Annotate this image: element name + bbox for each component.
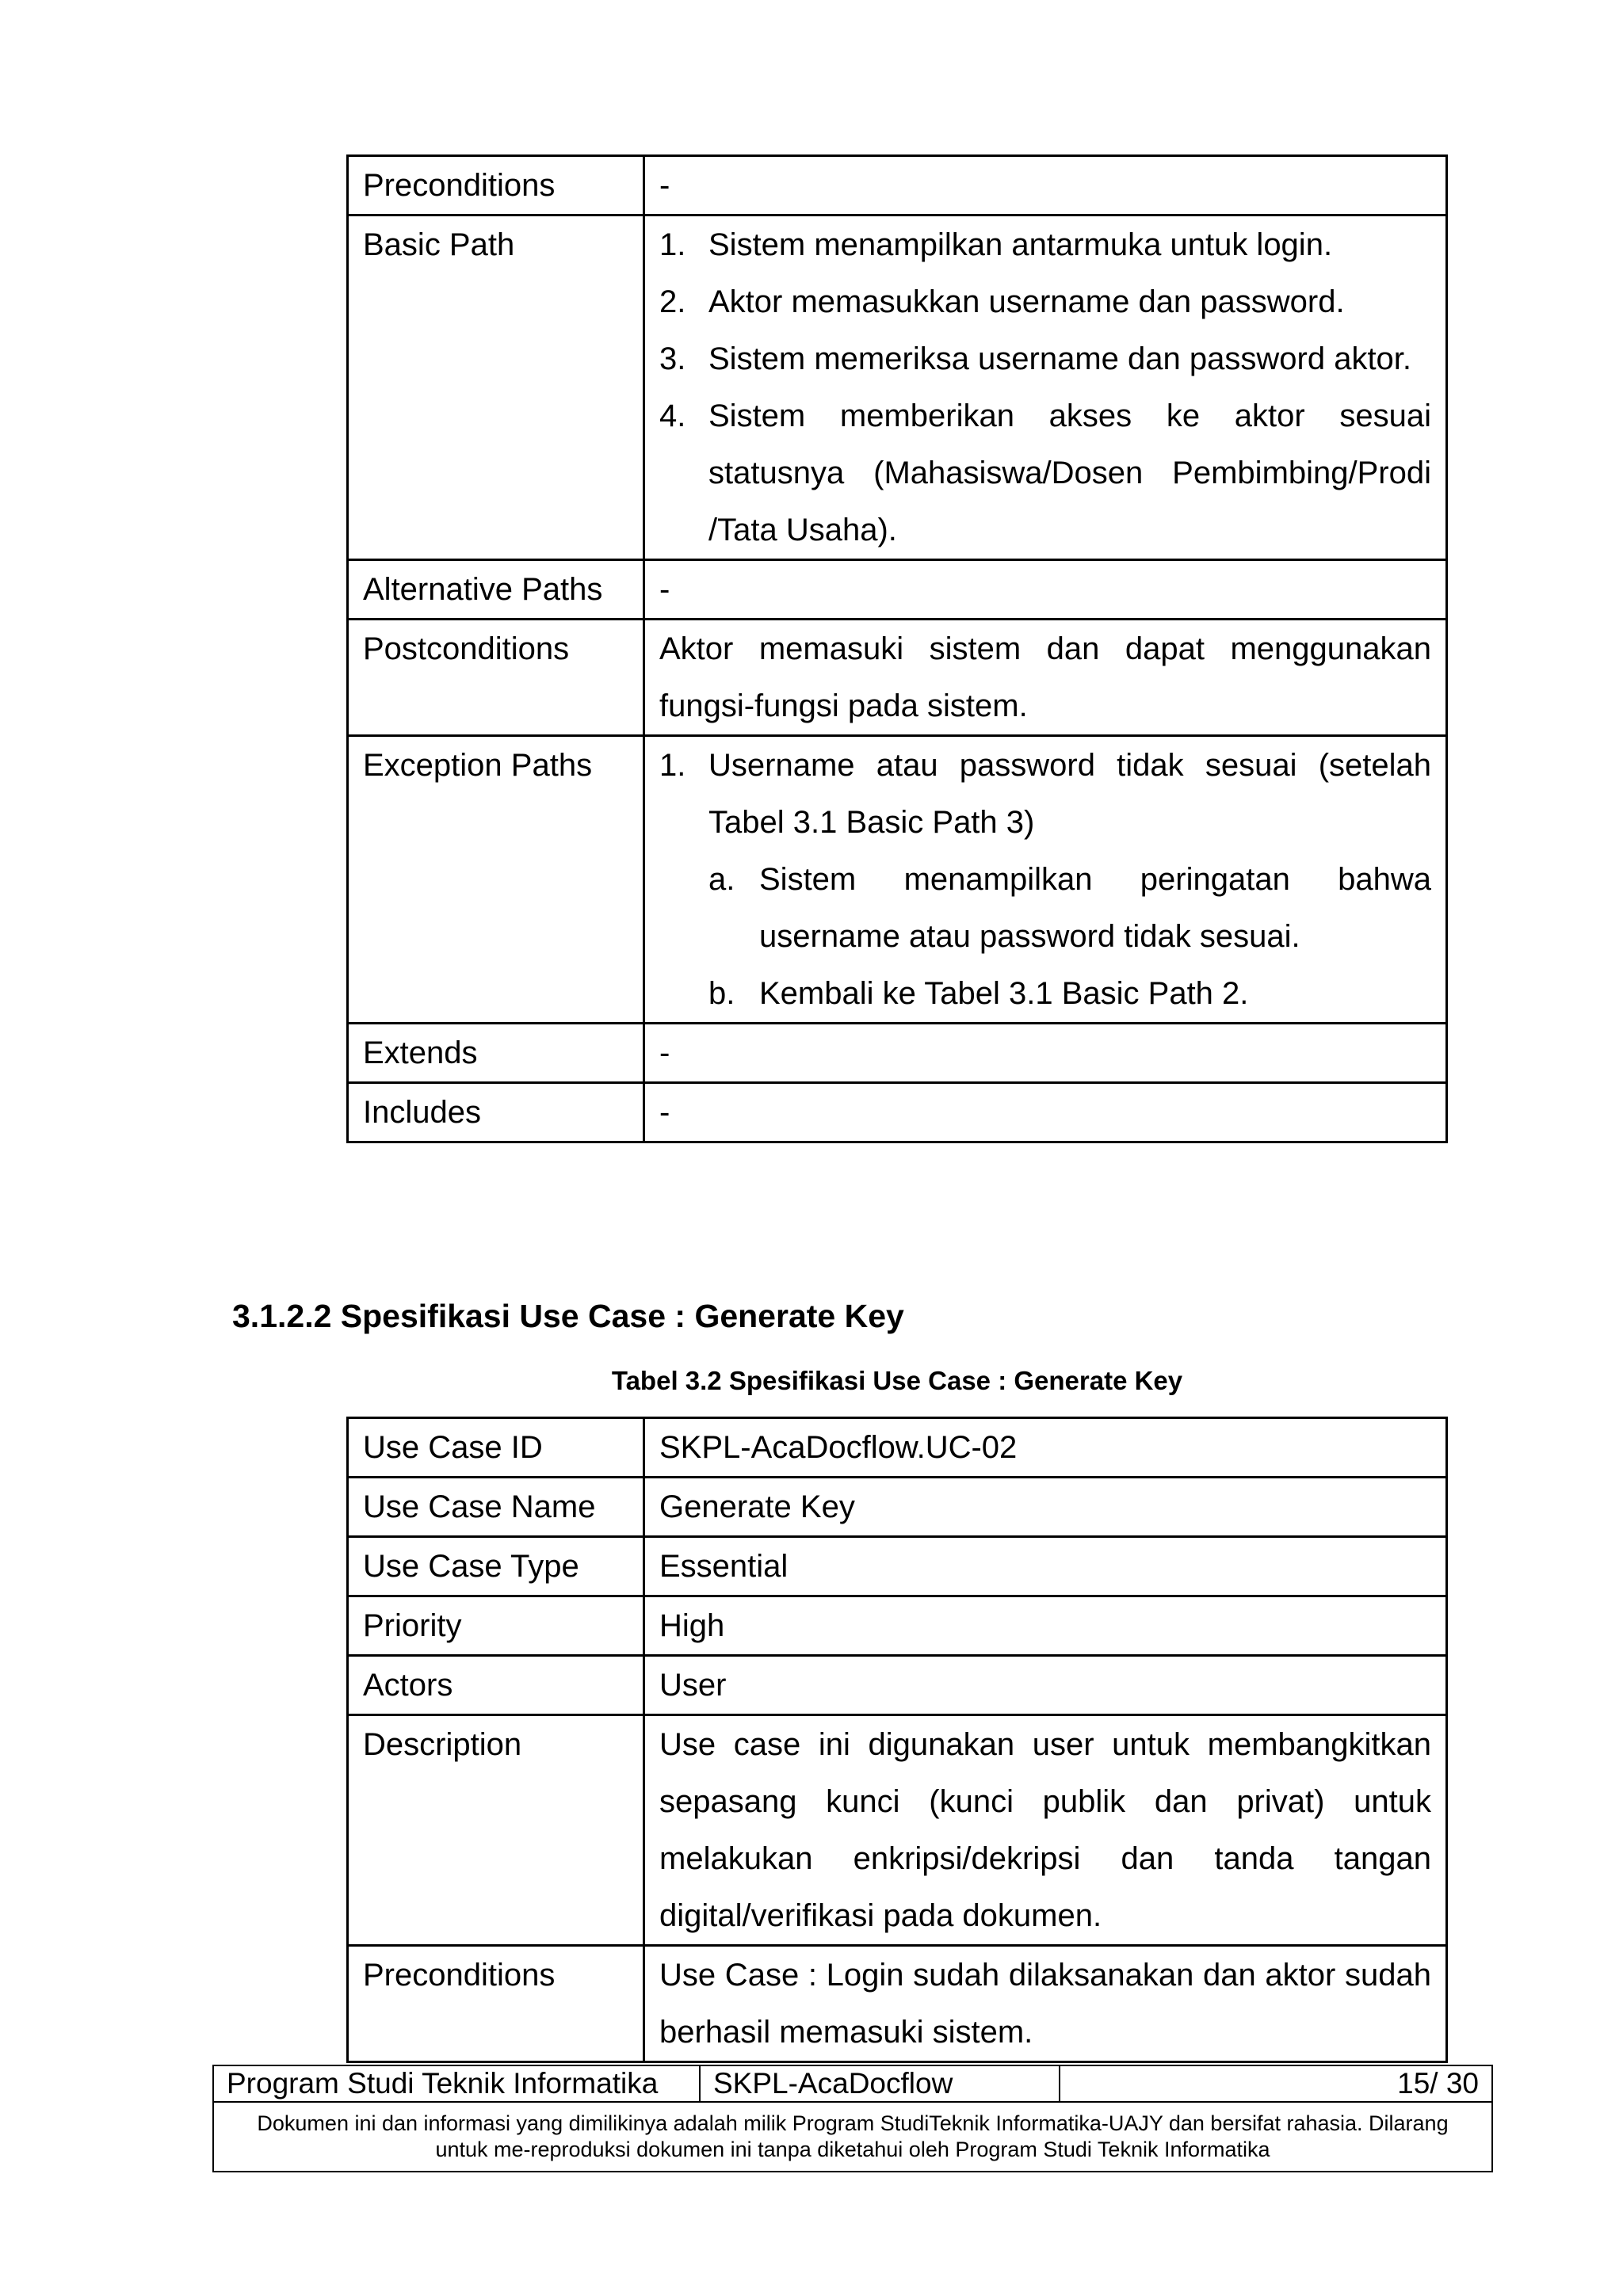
table-row (348, 560, 1447, 620)
alternative-paths-value: - (644, 560, 1447, 620)
list-item: 1. Username atau password tidak sesuai (setelah Tabel 3.1 Basic Path 3) (659, 748, 1431, 840)
table-row (348, 1083, 1447, 1142)
table-row (348, 736, 1447, 1024)
table-row (348, 156, 1447, 215)
list-item: 3. Sistem memeriksa username dan password aktor. (659, 341, 1412, 376)
actors-label: Actors (348, 1656, 644, 1715)
table-row (348, 1478, 1447, 1537)
footer-notice-line: untuk me-reproduksi dokumen ini tanpa diketahui oleh Program Studi Teknik Informatika (435, 2138, 1270, 2161)
description-value: Use case ini digunakan user untuk membangkitkan sepasang kunci (kunci publik dan privat) untuk melakukan enkripsi/dekripsi dan tanda tangan digital/verifikasi pada dokumen. (644, 1715, 1447, 1946)
use-case-table-login (346, 154, 1448, 1143)
page-footer (212, 2065, 1493, 2172)
preconditions-label: Preconditions (348, 1946, 644, 2062)
use-case-id-label: Use Case ID (348, 1418, 644, 1478)
use-case-id-value: SKPL-AcaDocflow.UC-02 (644, 1418, 1447, 1478)
footer-notice-line: Dokumen ini dan informasi yang dimilikinya adalah milik Program StudiTeknik Informatika-UAJY dan bersifat rahasia. Dilarang (257, 2111, 1449, 2135)
preconditions-label: Preconditions (348, 156, 644, 215)
actors-value: User (644, 1656, 1447, 1715)
list-item: 1. Sistem menampilkan antarmuka untuk login. (659, 227, 1333, 262)
list-item: b. Kembali ke Tabel 3.1 Basic Path 2. (708, 976, 1249, 1011)
use-case-type-label: Use Case Type (348, 1537, 644, 1596)
footer-page-number: 15/ 30 (1060, 2065, 1492, 2102)
priority-label: Priority (348, 1596, 644, 1656)
extends-label: Extends (348, 1024, 644, 1083)
footer-row (213, 2102, 1492, 2172)
table-row (348, 1715, 1447, 1946)
use-case-name-value: Generate Key (644, 1478, 1447, 1537)
exception-paths-value (644, 736, 1447, 1024)
priority-value: High (644, 1596, 1447, 1656)
list-item: 2. Aktor memasukkan username dan password. (659, 284, 1345, 319)
postconditions-label: Postconditions (348, 620, 644, 736)
table-row (348, 215, 1447, 560)
table-row (348, 1656, 1447, 1715)
table-caption: Tabel 3.2 Spesifikasi Use Case : Generate Key (611, 1366, 1183, 1395)
table-row (348, 1596, 1447, 1656)
footer-program: Program Studi Teknik Informatika (213, 2065, 700, 2102)
section-heading: 3.1.2.2 Spesifikasi Use Case : Generate Key (232, 1298, 904, 1334)
table-row (348, 620, 1447, 736)
footer-row (213, 2065, 1492, 2102)
table-row (348, 1024, 1447, 1083)
table-row (348, 1537, 1447, 1596)
use-case-table-generate-key (346, 1417, 1448, 2063)
includes-value: - (644, 1083, 1447, 1142)
basic-path-label: Basic Path (348, 215, 644, 560)
footer-notice (213, 2102, 1492, 2172)
description-label: Description (348, 1715, 644, 1946)
extends-value: - (644, 1024, 1447, 1083)
exception-paths-label: Exception Paths (348, 736, 644, 1024)
list-item: a. Sistem menampilkan peringatan bahwa username atau password tidak sesuai. (708, 862, 1431, 954)
list-item: 4. Sistem memberikan akses ke aktor sesuai statusnya (Mahasiswa/Dosen Pembimbing/Prodi /Tata Usaha). (659, 399, 1431, 547)
includes-label: Includes (348, 1083, 644, 1142)
basic-path-value (644, 215, 1447, 560)
preconditions-value: Use Case : Login sudah dilaksanakan dan aktor sudah berhasil memasuki sistem. (644, 1946, 1447, 2062)
use-case-name-label: Use Case Name (348, 1478, 644, 1537)
preconditions-value: - (644, 156, 1447, 215)
use-case-type-value: Essential (644, 1537, 1447, 1596)
table-row (348, 1946, 1447, 2062)
table-row (348, 1418, 1447, 1478)
alternative-paths-label: Alternative Paths (348, 560, 644, 620)
postconditions-value: Aktor memasuki sistem dan dapat menggunakan fungsi-fungsi pada sistem. (644, 620, 1447, 736)
footer-doc-code: SKPL-AcaDocflow (700, 2065, 1060, 2102)
